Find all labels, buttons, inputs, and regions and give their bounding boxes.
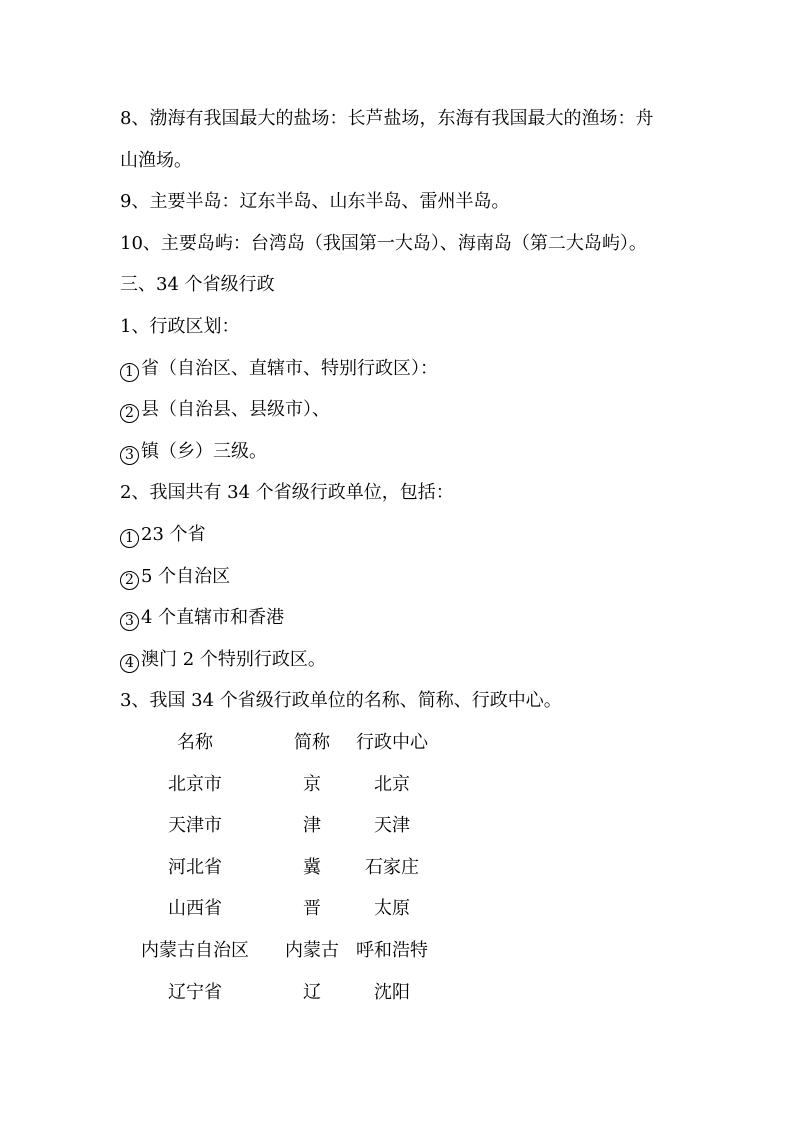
table-cell: 辽 <box>303 982 321 1003</box>
table-cell: 天津 <box>374 815 410 836</box>
list-item-text: 澳门 2 个特别行政区。 <box>141 649 326 670</box>
section-heading-3: 三、34 个省级行政 <box>120 274 275 295</box>
table-cell: 天津市 <box>168 815 222 836</box>
list-item-text: 省（自治区、直辖市、特别行政区）： <box>141 358 438 379</box>
list-item <box>120 399 330 423</box>
paragraph-8-line-1: 8、渤海有我国最大的盐场：长芦盐场，东海有我国最大的渔场：舟 <box>120 108 654 129</box>
subheading-3: 3、我国 34 个省级行政单位的名称、简称、行政中心。 <box>120 690 562 711</box>
list-item <box>120 566 230 590</box>
list-item-text: 5 个自治区 <box>141 566 231 587</box>
subheading-2: 2、我国共有 34 个省级行政单位，包括： <box>120 482 454 503</box>
list-item <box>120 441 267 465</box>
circled-number-icon: 1 <box>120 363 139 382</box>
table-cell: 石家庄 <box>365 857 419 878</box>
circled-number-icon: 3 <box>120 446 139 465</box>
circled-number-icon: 2 <box>120 404 139 423</box>
paragraph-10: 10、主要岛屿：台湾岛（我国第一大岛）、海南岛（第二大岛屿）。 <box>120 233 647 254</box>
table-header-name: 名称 <box>177 732 213 753</box>
subheading-1: 1、行政区划： <box>120 316 240 337</box>
circled-number-icon: 3 <box>120 612 139 631</box>
list-item-text: 4 个直辖市和香港 <box>141 607 285 628</box>
table-cell: 太原 <box>374 898 410 919</box>
table-cell: 北京市 <box>168 774 222 795</box>
table-cell: 津 <box>303 815 321 836</box>
list-item-text: 23 个省 <box>141 524 206 545</box>
table-cell: 河北省 <box>168 857 222 878</box>
circled-number-icon: 2 <box>120 571 139 590</box>
circled-number-icon: 1 <box>120 529 139 548</box>
paragraph-8-line-2: 山渔场。 <box>120 150 192 171</box>
list-item <box>120 649 326 673</box>
table-cell: 内蒙古 <box>285 940 339 961</box>
circled-number-icon: 4 <box>120 654 139 673</box>
list-item-text: 镇（乡）三级。 <box>141 441 267 462</box>
table-cell: 京 <box>303 774 321 795</box>
list-item <box>120 358 438 382</box>
list-item-text: 县（自治县、县级市）、 <box>141 399 330 420</box>
table-cell: 内蒙古自治区 <box>141 940 249 961</box>
table-header-abbr: 简称 <box>294 732 330 753</box>
table-cell: 辽宁省 <box>168 982 222 1003</box>
table-header-capital: 行政中心 <box>356 732 428 753</box>
table-cell: 晋 <box>303 898 321 919</box>
table-cell: 冀 <box>303 857 321 878</box>
list-item <box>120 607 284 631</box>
table-cell: 呼和浩特 <box>356 940 428 961</box>
table-cell: 山西省 <box>168 898 222 919</box>
list-item <box>120 524 206 548</box>
paragraph-9: 9、主要半岛：辽东半岛、山东半岛、雷州半岛。 <box>120 191 510 212</box>
table-cell: 沈阳 <box>374 982 410 1003</box>
table-cell: 北京 <box>374 774 410 795</box>
